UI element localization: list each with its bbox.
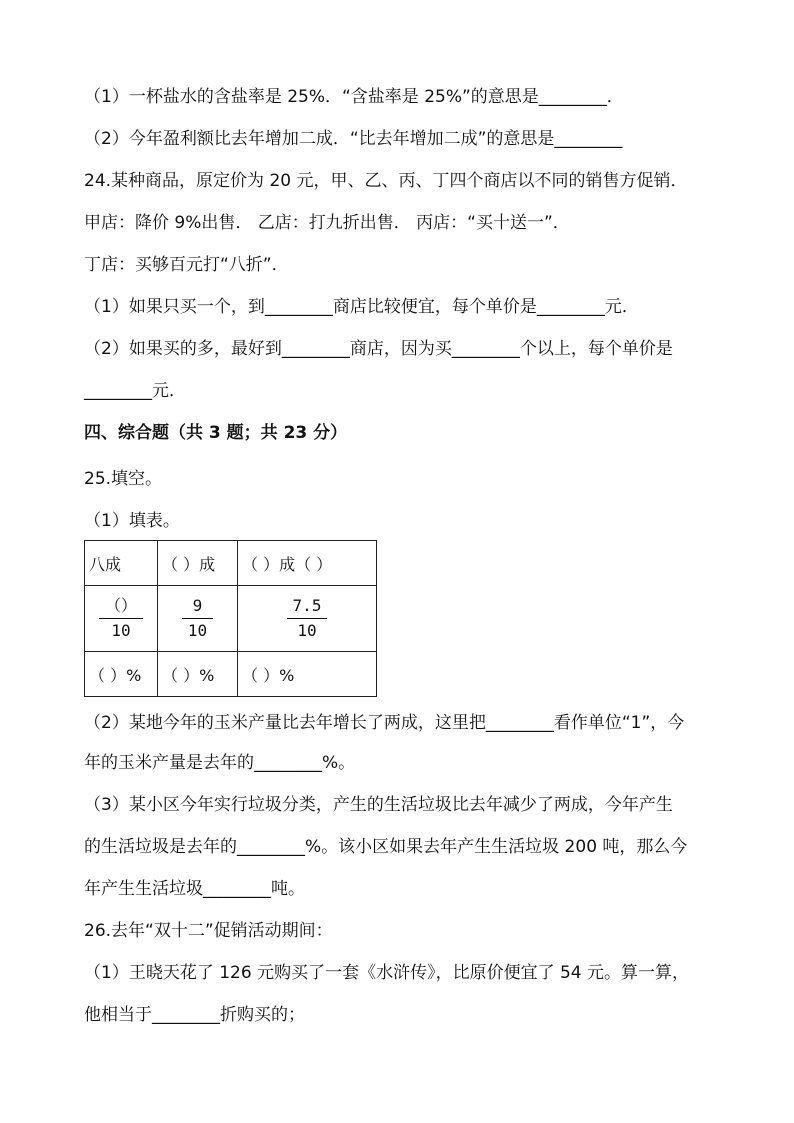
line-q23-1: （1）一杯盐水的含盐率是 25%．“含盐率是 25%”的意思是________． xyxy=(84,87,624,107)
line-q26-1: （1）王晓天花了 126 元购买了一套《水浒传》，比原价便宜了 54 元。算一算， xyxy=(84,963,690,983)
line-q26-1-cont: 他相当于________折购买的； xyxy=(84,1005,305,1025)
line-q26-stem: 26.去年“双十二”促销活动期间： xyxy=(84,921,333,941)
line-q25-2: （2）某地今年的玉米产量比去年增长了两成，这里把________看作单位“1”，今 xyxy=(84,713,685,733)
line-q25-stem: 25.填空。 xyxy=(84,469,163,489)
table-cell xyxy=(238,586,377,652)
table-cell: （ ）% xyxy=(85,652,158,697)
table-row xyxy=(85,541,377,586)
fraction: $\frac{9}{10}$ xyxy=(182,595,213,642)
section-heading: 四、综合题（共 3 题；共 23 分） xyxy=(84,423,348,443)
line-q25-3-cont2: 年产生生活垃圾________吨。 xyxy=(84,879,305,899)
table-cell: 八成 xyxy=(85,541,158,586)
line-q24-shops-abc: 甲店：降价 9%出售． 乙店：打九折出售． 丙店：“买十送一”． xyxy=(84,213,570,233)
table-row xyxy=(85,586,377,652)
line-q24-2: （2）如果买的多，最好到________商店，因为买________个以上，每个单价是 xyxy=(84,339,673,359)
table-cell xyxy=(158,586,238,652)
table-cell: （ ）% xyxy=(158,652,238,697)
line-q24-2-cont: ________元． xyxy=(84,381,186,401)
fraction: $\frac{()}{10}$ xyxy=(99,595,143,642)
fill-table xyxy=(84,540,377,697)
table-cell: （ ）成 xyxy=(158,541,238,586)
line-q23-2: （2）今年盈利额比去年增加二成．“比去年增加二成”的意思是________ xyxy=(84,129,623,149)
line-q25-3-cont: 的生活垃圾是去年的________%。该小区如果去年产生生活垃圾 200 吨，那么今 xyxy=(84,837,688,857)
line-q24-shop-d: 丁店：买够百元打“八折”． xyxy=(84,255,289,275)
line-q24-stem: 24.某种商品，原定价为 20 元，甲、乙、丙、丁四个商店以不同的销售方促销． xyxy=(84,171,688,191)
table-row xyxy=(85,652,377,697)
fraction: $\frac{7.5}{10}$ xyxy=(287,595,328,642)
table-cell xyxy=(85,586,158,652)
line-q25-2-cont: 年的玉米产量是去年的________%。 xyxy=(84,753,356,773)
line-q24-1: （1）如果只买一个，到________商店比较便宜，每个单价是________元． xyxy=(84,297,639,317)
line-q25-3: （3）某小区今年实行垃圾分类，产生的生活垃圾比去年减少了两成，今年产生 xyxy=(84,795,673,815)
line-q25-1: （1）填表。 xyxy=(84,511,180,531)
table-cell: （ ）% xyxy=(238,652,377,697)
table-cell: （ ）成（ ） xyxy=(238,541,377,586)
